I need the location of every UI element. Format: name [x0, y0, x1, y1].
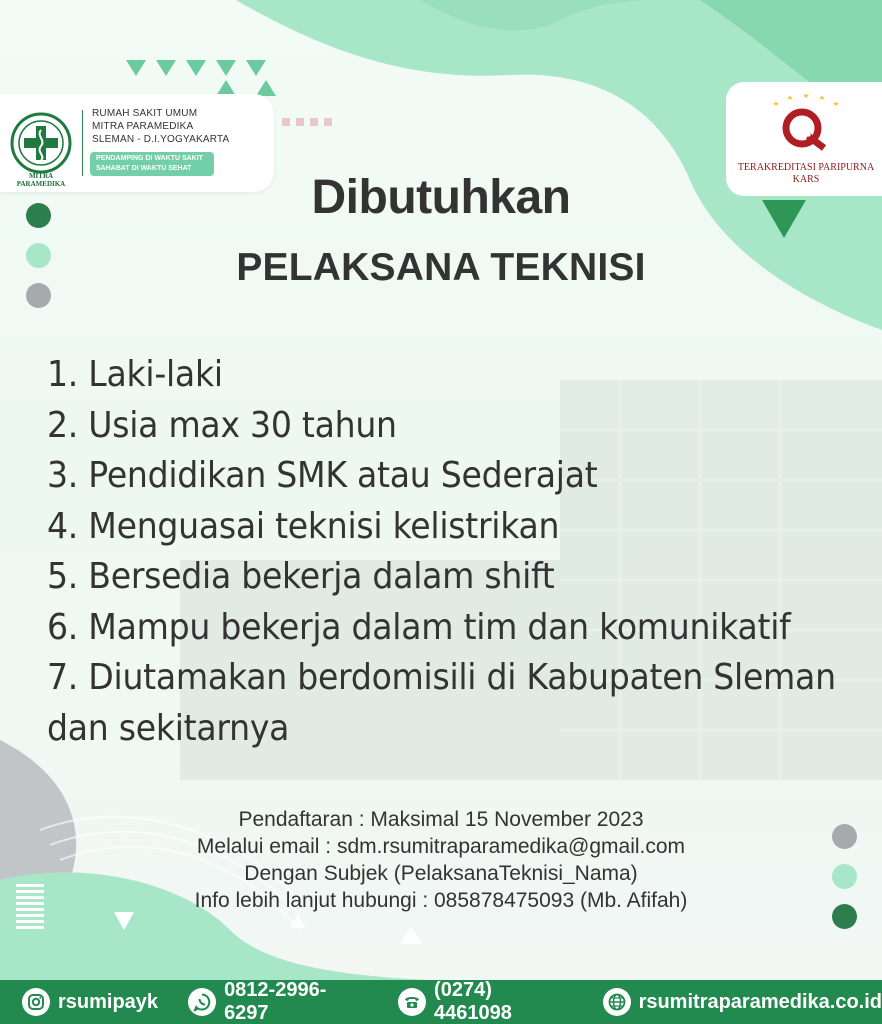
instagram-handle: rsumipayk [58, 990, 159, 1013]
requirement-item: 3. Pendidikan SMK atau Sederajat [47, 455, 598, 496]
page-title: Dibutuhkan [311, 171, 571, 224]
whatsapp-icon [188, 988, 216, 1016]
registration-info [0, 806, 882, 914]
footer-website[interactable] [603, 988, 882, 1016]
tagline-line-1: PENDAMPING DI WAKTU SAKIT [96, 155, 203, 162]
email-subject: Dengan Subjek (PelaksanaTeknisi_Nama) [244, 862, 638, 885]
footer-contact-bar [0, 980, 882, 1024]
whatsapp-number: 0812-2996-6297 [224, 979, 327, 1024]
footer-instagram[interactable] [22, 988, 158, 1016]
requirement-item: 6. Mampu bekerja dalam tim dan komunikatif [47, 606, 791, 648]
registration-email: Melalui email : sdm.rsumitraparamedika@gmail.com [196, 835, 686, 858]
requirement-item: 2. Usia max 30 tahun [47, 404, 397, 446]
requirement-item: 1. Laki-laki [47, 354, 223, 395]
position-title: PELAKSANA TEKNISI [236, 246, 646, 289]
footer-whatsapp[interactable] [188, 979, 368, 1024]
hospital-name-line-1: RUMAH SAKIT UMUM [92, 108, 198, 119]
phone-number: (0274) 4461098 [434, 979, 512, 1024]
hospital-emblem-icon [10, 112, 72, 174]
requirement-item: 7. Diutamakan berdomisili di Kabupaten Sleman [47, 657, 836, 698]
requirements-list [47, 350, 867, 754]
contact-info: Info lebih lanjut hubungi : 085878475093 (Mb. Afifah) [194, 889, 688, 912]
website-url: rsumitraparamedika.co.id [638, 990, 882, 1013]
requirement-item: 4. Menguasai teknisi kelistrikan [47, 505, 560, 547]
instagram-icon [22, 988, 50, 1016]
logo-caption: MITRA PARAMEDIKA [16, 172, 66, 188]
accreditation-emblem-icon [766, 92, 842, 152]
logo-divider [82, 110, 83, 176]
tagline-line-2: SAHABAT DI WAKTU SEHAT [96, 165, 192, 172]
requirement-item: 5. Bersedia bekerja dalam shift [47, 556, 555, 597]
globe-icon [603, 988, 631, 1016]
footer-phone[interactable] [398, 979, 573, 1024]
hospital-name-line-2: MITRA PARAMEDIKA [92, 121, 194, 132]
requirement-item-continuation: dan sekitarnya [47, 707, 290, 749]
hospital-location-line: SLEMAN - D.I.YOGYAKARTA [92, 134, 230, 145]
registration-deadline: Pendaftaran : Maksimal 15 November 2023 [238, 808, 644, 831]
accreditation-body-label: KARS [792, 174, 820, 185]
accreditation-label: TERAKREDITASI PARIPURNA [737, 162, 875, 173]
telephone-icon [398, 988, 426, 1016]
